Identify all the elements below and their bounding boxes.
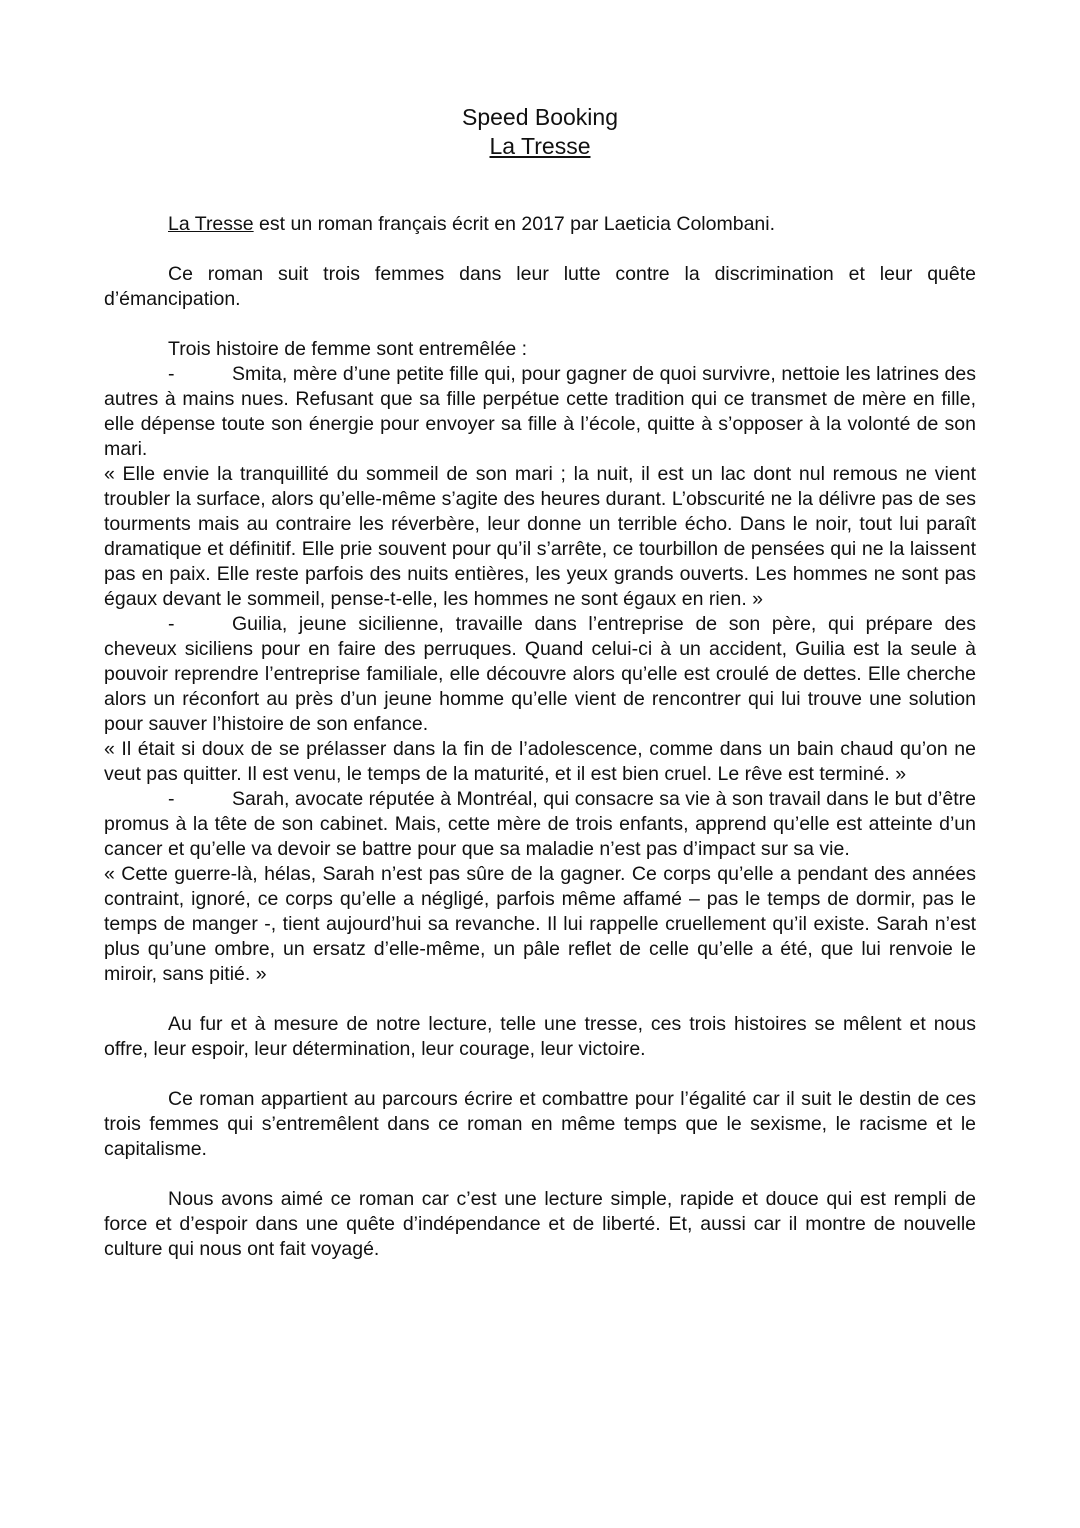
- theme-paragraph: Ce roman suit trois femmes dans leur lutte contre la discrimination et leur quête d’émancipation.: [104, 263, 976, 310]
- document-page: [104, 103, 976, 1262]
- intro-book-title: La Tresse: [168, 213, 254, 235]
- story-sarah: [104, 787, 976, 862]
- list-dash: -: [168, 613, 175, 635]
- intro-text: est un roman français écrit en 2017 par Laeticia Colombani.: [253, 213, 776, 235]
- intro-paragraph: [104, 212, 976, 237]
- story-text: Guilia, jeune sicilienne, travaille dans l’entreprise de son père, qui prépare des cheveux siciliens pour en faire des perruques. Quand celui-ci à un accident, Guilia est la seule à pouvoir reprendre l’entreprise familiale, elle découvre alors qu’elle est croulé de dettes. Elle cherche alors un réconfort au près d’un jeune homme qu’elle vient de rencontrer qui lui trouve une solution pour sauver l’histoire de son enfance.: [104, 613, 976, 735]
- parcours-paragraph: Ce roman appartient au parcours écrire et combattre pour l’égalité car il suit le destin de ces trois femmes qui s’entremêlent dans ce roman en même temps que le sexisme, le racisme et le capitalisme.: [104, 1088, 976, 1160]
- document-subtitle: La Tresse: [489, 133, 591, 159]
- story-smita: [104, 362, 976, 462]
- story-text: Sarah, avocate réputée à Montréal, qui consacre sa vie à son travail dans le but d’être promus à la tête de son cabinet. Mais, cette mère de trois enfants, apprend qu’elle est atteinte d’un cancer et qu’elle va devoir se battre pour que sa maladie n’est pas d’impact sur sa vie.: [104, 788, 976, 860]
- story-text: Smita, mère d’une petite fille qui, pour gagner de quoi survivre, nettoie les latrines des autres à mains nues. Refusant que sa fille perpétue cette tradition qui ce transmet de mère en fille, elle dépense toute son énergie pour envoyer sa fille à l’école, quitte à s’opposer à la volonté de son mari.: [104, 363, 976, 460]
- list-dash: -: [168, 788, 175, 810]
- opinion-paragraph: Nous avons aimé ce roman car c’est une lecture simple, rapide et douce qui est rempli de force et d’espoir dans une quête d’indépendance et de liberté. Et, aussi car il montre de nouvelle culture qui nous ont fait voyagé.: [104, 1188, 976, 1260]
- story-quote: « Il était si doux de se prélasser dans la fin de l’adolescence, comme dans un bain chaud qu’on ne veut pas quitter. Il est venu, le temps de la maturité, et il est bien cruel. Le rêve est terminé. »: [104, 738, 976, 785]
- title-block: [104, 103, 976, 161]
- stories-lead: Trois histoire de femme sont entremêlée :: [168, 338, 528, 360]
- story-guilia: [104, 612, 976, 737]
- story-quote: « Elle envie la tranquillité du sommeil de son mari ; la nuit, il est un lac dont nul remous ne vient troubler la surface, alors qu’elle-même s’agite des heures durant. L’obscurité ne la délivre pas de ses tourments mais au contraire les réverbère, leur donne un terrible écho. Dans le noir, tout lui paraît dramatique et définitif. Elle prie souvent pour qu’il s’arrête, ce tourbillon de pensées qui ne la laissent pas en paix. Elle reste parfois des nuits entières, les yeux grands ouverts. Les hommes ne sont pas égaux devant le sommeil, pense-t-elle, les hommes ne sont égaux en rien. »: [104, 463, 976, 610]
- braid-paragraph: Au fur et à mesure de notre lecture, telle une tresse, ces trois histoires se mêlent et nous offre, leur espoir, leur détermination, leur courage, leur victoire.: [104, 1013, 976, 1060]
- story-quote: « Cette guerre-là, hélas, Sarah n’est pas sûre de la gagner. Ce corps qu’elle a pendant des années contraint, ignoré, ce corps qu’elle a négligé, parfois même affamé – pas le temps de dormir, pas le temps de manger -, tient aujourd’hui sa revanche. Il lui rappelle cruellement qu’il existe. Sarah n’est plus qu’une ombre, un ersatz d’elle-même, un pâle reflet de celle qu’elle a été, que lui renvoie le miroir, sans pitié. »: [104, 863, 976, 985]
- list-dash: -: [168, 363, 175, 385]
- document-title: Speed Booking: [461, 104, 618, 130]
